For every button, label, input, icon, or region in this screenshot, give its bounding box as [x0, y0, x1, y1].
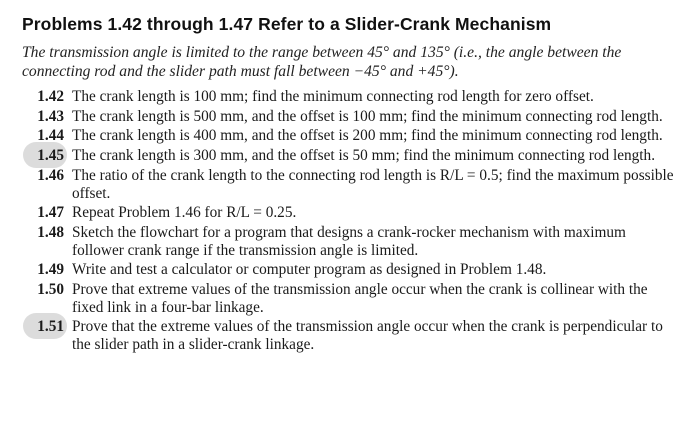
problem-text: The crank length is 100 mm; find the minimum connecting rod length for zero offset.	[72, 88, 594, 105]
problem-text: Write and test a calculator or computer program as designed in Problem 1.48.	[72, 261, 547, 279]
problem-text: The crank length is 400 mm, and the offset is 200 mm; find the minimum connecting rod length.	[72, 127, 663, 145]
problem-number: 1.51	[37, 318, 64, 336]
problem-number: 1.46	[37, 166, 64, 184]
problem-item	[22, 88, 678, 106]
problem-number: 1.43	[37, 107, 64, 125]
problem-item	[22, 318, 678, 353]
problem-number: 1.49	[37, 261, 64, 279]
problem-text: Prove that extreme values of the transmission angle occur when the crank is collinear with the fixed link in a four-bar linkage.	[72, 281, 648, 316]
problem-item	[22, 108, 678, 126]
problem-item	[22, 127, 678, 145]
problem-list	[22, 88, 678, 354]
problem-number: 1.44	[37, 127, 64, 145]
problem-text: The crank length is 300 mm, and the offset is 50 mm; find the minimum connecting rod length.	[72, 147, 656, 165]
problem-item	[22, 224, 678, 259]
section-intro: The transmission angle is limited to the range between 45° and 135° (i.e., the angle between the connecting rod and the slider path must fall between −45° and +45°).	[22, 44, 622, 80]
problem-text: Prove that the extreme values of the transmission angle occur when the crank is perpendicular to the slider path in a slider-crank linkage.	[72, 318, 663, 354]
problem-number: 1.42	[37, 88, 64, 105]
problem-item	[22, 204, 678, 222]
problem-item	[22, 261, 678, 279]
problem-item	[22, 167, 678, 202]
problem-number: 1.47	[37, 204, 64, 222]
problem-text: Sketch the flowchart for a program that designs a crank-rocker mechanism with maximum follower crank range if the transmission angle is limited.	[72, 223, 626, 259]
problem-text: Repeat Problem 1.46 for R/L = 0.25.	[72, 204, 297, 222]
section-title: Problems 1.42 through 1.47 Refer to a Slider-Crank Mechanism	[22, 14, 552, 34]
problem-number: 1.48	[37, 223, 64, 241]
problem-item	[22, 147, 678, 165]
problem-item	[22, 281, 678, 316]
problem-number: 1.45	[37, 147, 64, 165]
problem-text: The crank length is 500 mm, and the offset is 100 mm; find the minimum connecting rod length.	[72, 107, 663, 125]
problem-text: The ratio of the crank length to the connecting rod length is R/L = 0.5; find the maximum possible offset.	[72, 166, 674, 202]
problem-number: 1.50	[37, 281, 64, 299]
